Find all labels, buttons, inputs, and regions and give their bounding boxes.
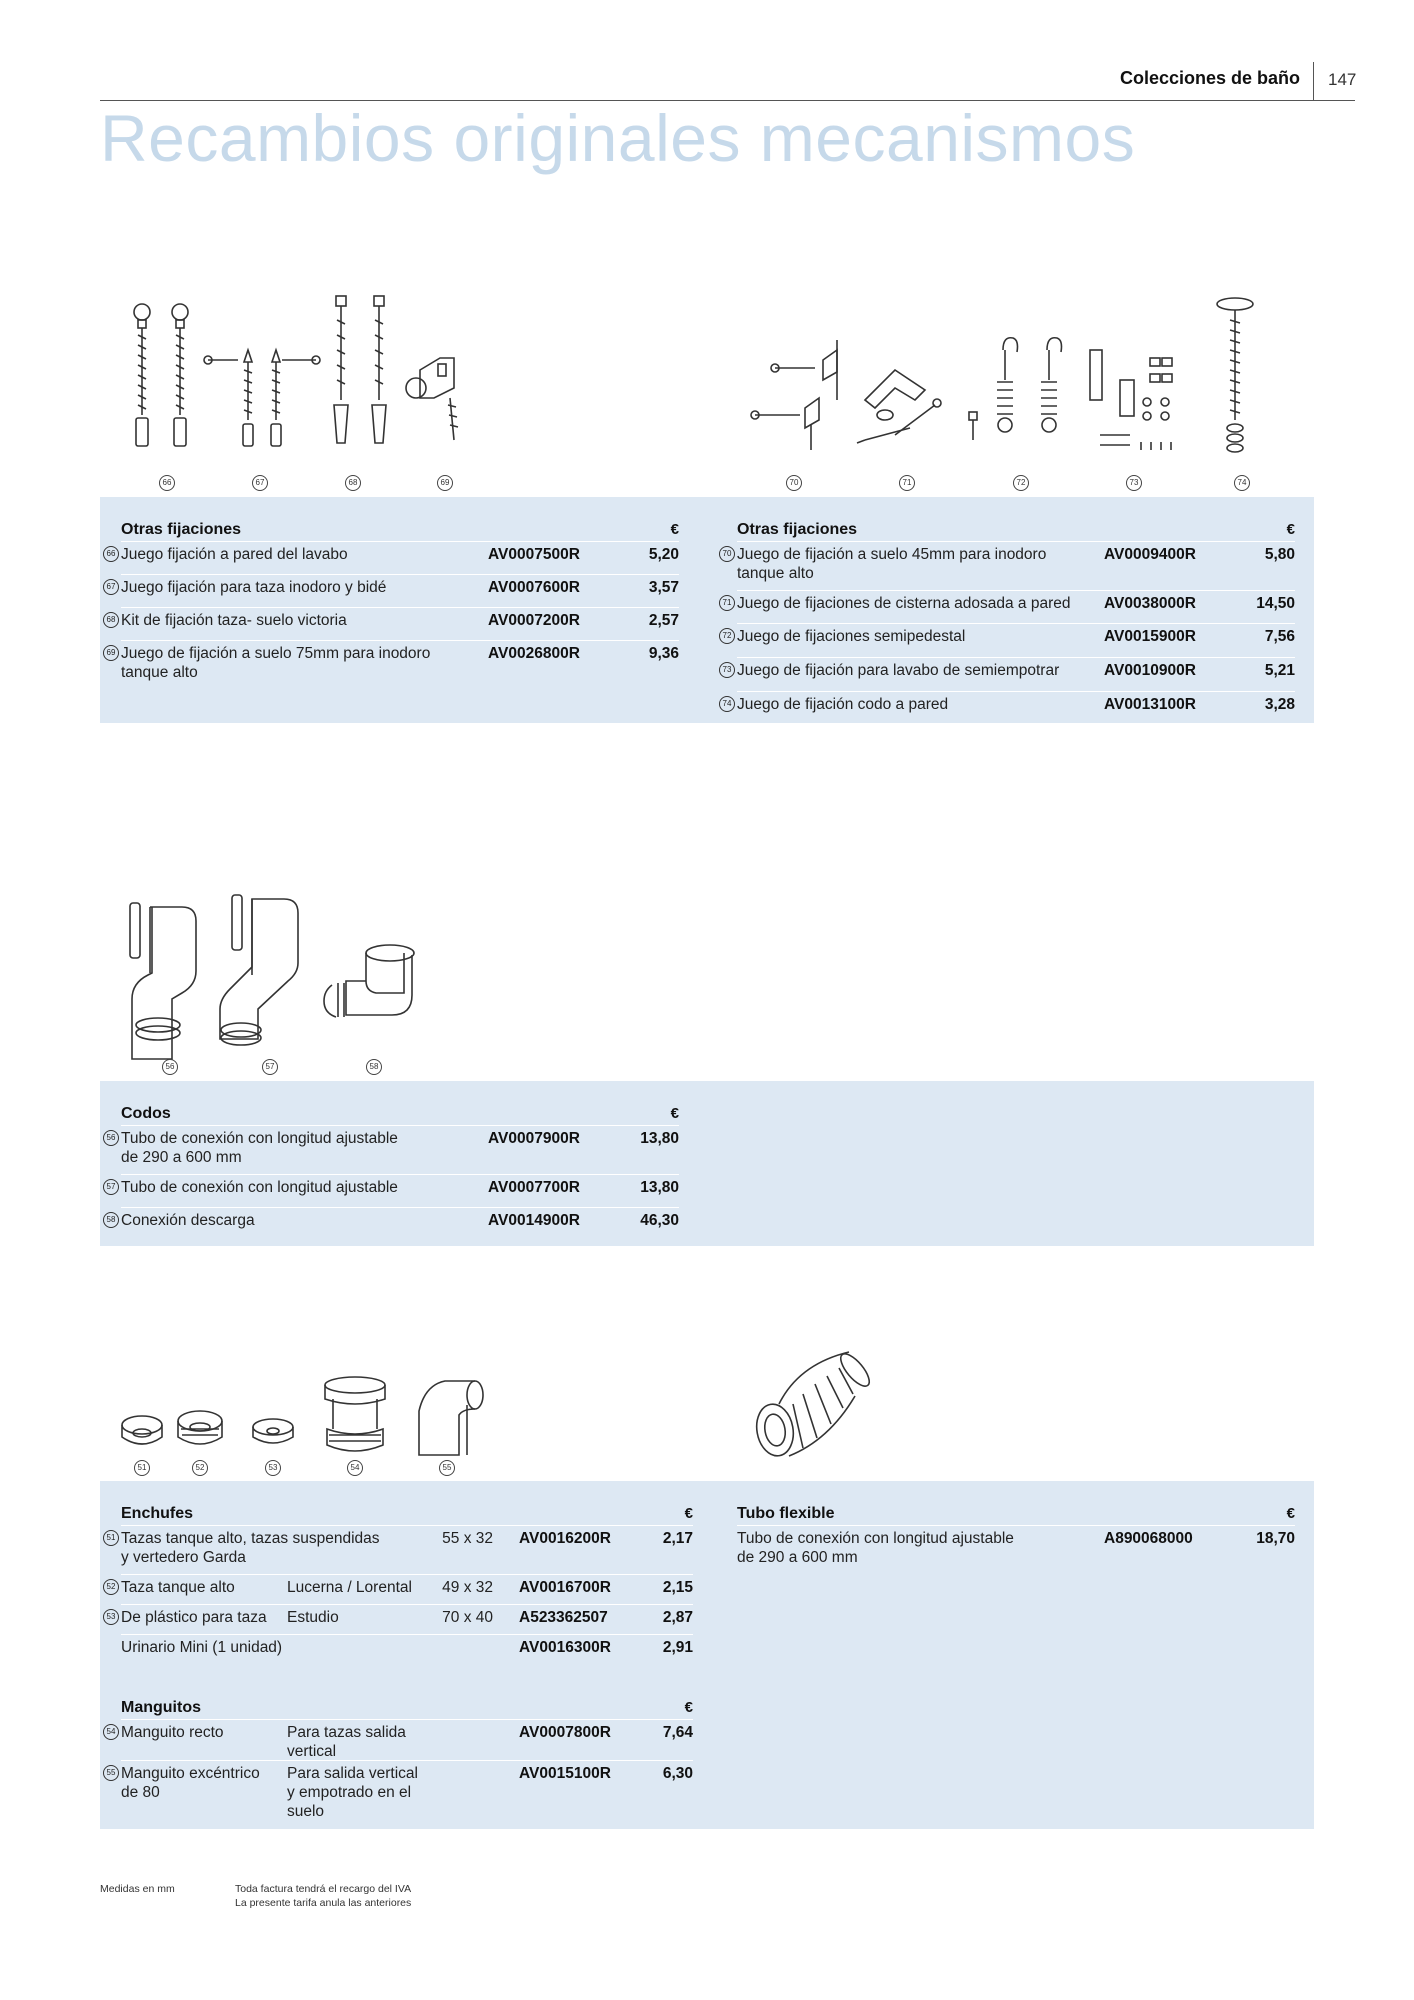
codos-table <box>106 1097 679 1242</box>
screw-pair-66-drawing <box>134 304 188 446</box>
item-description: Juego fijación a pared del lavabo <box>121 546 348 563</box>
table-header <box>121 1691 693 1720</box>
item-description: Kit de fijación taza- suelo victoria <box>121 612 347 629</box>
item-price: 2,91 <box>662 1639 693 1656</box>
item-code: AV0009400R <box>1104 546 1196 563</box>
figure-label-56: 56 <box>162 1059 178 1075</box>
currency-symbol: € <box>1286 1505 1295 1522</box>
item-description-line2: de 290 a 600 mm <box>737 1549 858 1566</box>
item-code: AV0015100R <box>519 1765 611 1782</box>
item-code: AV0016200R <box>519 1530 611 1547</box>
plug-51-drawing <box>122 1416 162 1444</box>
table-title: Otras fijaciones <box>121 521 242 538</box>
item-price: 7,64 <box>662 1724 693 1741</box>
figure-label-53: 53 <box>265 1460 281 1476</box>
fixings-left-illustration <box>120 290 500 470</box>
item-number: 53 <box>103 1609 119 1625</box>
item-number: 71 <box>719 595 735 611</box>
item-code: AV0007900R <box>488 1130 580 1147</box>
footer-measures: Medidas en mm <box>100 1883 175 1895</box>
pipe-56-drawing <box>130 903 196 1059</box>
item-description-line2: de 80 <box>121 1784 160 1801</box>
item-price: 9,36 <box>648 645 679 662</box>
footer-note-line1: Toda factura tendrá el recargo del IVA <box>235 1883 412 1895</box>
currency-symbol: € <box>684 1505 693 1522</box>
item-description <box>737 1529 1014 1567</box>
item-code: AV0015900R <box>1104 628 1196 645</box>
item-price: 13,80 <box>640 1179 679 1196</box>
table-row <box>722 658 1295 692</box>
pipe-57-drawing <box>220 895 298 1045</box>
table-title: Enchufes <box>121 1505 194 1522</box>
item-number: 72 <box>719 628 735 644</box>
bracket-69-drawing <box>406 358 458 440</box>
item-price: 5,80 <box>1264 546 1295 563</box>
codos-illustration <box>120 885 430 1065</box>
tubo-flexible-table <box>737 1497 1295 1577</box>
item-number: 52 <box>103 1579 119 1595</box>
item-description-line2: tanque alto <box>737 565 814 582</box>
currency-symbol: € <box>670 521 679 538</box>
footer-note-line2: La presente tarifa anula las anteriores <box>235 1897 412 1909</box>
item-number: 70 <box>719 546 735 562</box>
item-number: 68 <box>103 612 119 628</box>
page-title: Recambios originales mecanismos <box>100 101 1136 175</box>
item-note-line1: Para tazas salida <box>287 1724 406 1741</box>
table-row <box>106 1605 693 1635</box>
enchufes-table <box>106 1497 693 1665</box>
item-code: AV0014900R <box>488 1212 580 1229</box>
item-note <box>287 1723 406 1761</box>
fixing-73-drawing <box>1090 350 1172 450</box>
item-price: 2,87 <box>662 1609 693 1626</box>
table-row <box>106 542 679 575</box>
item-code: AV0007600R <box>488 579 580 596</box>
table-header <box>737 513 1295 542</box>
item-number: 66 <box>103 546 119 562</box>
item-description <box>121 1129 398 1167</box>
item-code: AV0007700R <box>488 1179 580 1196</box>
page-number: 147 <box>1328 70 1357 89</box>
figure-label-51: 51 <box>134 1460 150 1476</box>
header-divider <box>1313 62 1314 100</box>
item-description-line1: Manguito excéntrico <box>121 1765 260 1782</box>
item-code: AV0010900R <box>1104 662 1196 679</box>
item-description: Taza tanque alto <box>121 1579 235 1596</box>
item-number: 51 <box>103 1530 119 1546</box>
table-row <box>106 1720 693 1761</box>
item-code: AV0007500R <box>488 546 580 563</box>
item-code: AV0013100R <box>1104 696 1196 713</box>
item-price: 46,30 <box>640 1212 679 1229</box>
item-description: Urinario Mini (1 unidad) <box>121 1639 283 1656</box>
table-row <box>106 641 679 691</box>
item-description <box>737 545 1046 583</box>
item-description: De plástico para taza <box>121 1609 267 1626</box>
figure-label-54: 54 <box>347 1460 363 1476</box>
item-price: 14,50 <box>1256 595 1295 612</box>
table-row <box>106 1175 679 1208</box>
item-description: Juego de fijación para lavabo de semiempotrar <box>737 662 1060 679</box>
item-number: 56 <box>103 1130 119 1146</box>
item-dimensions: 55 x 32 <box>442 1530 493 1547</box>
item-code: AV0038000R <box>1104 595 1196 612</box>
item-number: 54 <box>103 1724 119 1740</box>
item-number: 74 <box>719 696 735 712</box>
figure-label-58: 58 <box>366 1059 382 1075</box>
item-description-line1: Tazas tanque alto, tazas suspendidas <box>121 1530 380 1547</box>
screw-pair-68-drawing <box>334 296 386 443</box>
item-dimensions: 49 x 32 <box>442 1579 493 1596</box>
item-code: AV0007800R <box>519 1724 611 1741</box>
table-title: Manguitos <box>121 1699 201 1716</box>
currency-symbol: € <box>684 1699 693 1716</box>
table-row <box>106 1208 679 1238</box>
item-note-line2: y empotrado en el <box>287 1784 412 1801</box>
item-price: 2,17 <box>662 1530 693 1547</box>
item-description: Tubo de conexión con longitud ajustable <box>121 1179 398 1196</box>
item-code: A523362507 <box>519 1609 608 1626</box>
item-note <box>287 1764 418 1821</box>
item-number: 73 <box>719 662 735 678</box>
item-description-line1: Tubo de conexión con longitud ajustable <box>737 1530 1014 1547</box>
item-price: 3,57 <box>648 579 679 596</box>
table-header <box>121 513 679 542</box>
bolt-set-67-drawing <box>204 350 320 446</box>
item-note-line2: vertical <box>287 1743 337 1760</box>
currency-symbol: € <box>1286 521 1295 538</box>
fixing-74-drawing <box>1217 298 1253 452</box>
fixing-72-drawing <box>969 338 1062 440</box>
table-row <box>106 1526 693 1575</box>
item-code: AV0016700R <box>519 1579 611 1596</box>
section-title: Colecciones de baño <box>1119 68 1300 88</box>
item-code: AV0026800R <box>488 645 580 662</box>
fixings-right-illustration <box>745 290 1275 470</box>
table-row <box>722 542 1295 591</box>
table-row <box>106 1126 679 1175</box>
item-code: A890068000 <box>1104 1530 1193 1547</box>
item-description: Juego de fijaciones de cisterna adosada a pared <box>737 595 1071 612</box>
item-price: 18,70 <box>1256 1530 1295 1547</box>
item-number: 58 <box>103 1212 119 1228</box>
sleeve-55-drawing <box>419 1381 483 1455</box>
item-price: 13,80 <box>640 1130 679 1147</box>
item-description-line1: Juego de fijación a suelo 45mm para inodoro <box>737 546 1047 563</box>
enchufes-illustration <box>115 1375 495 1465</box>
table-row <box>737 1526 1295 1574</box>
item-price: 5,21 <box>1264 662 1295 679</box>
item-number: 57 <box>103 1179 119 1195</box>
table-title: Codos <box>121 1105 171 1122</box>
table-header <box>121 1497 693 1526</box>
item-description <box>121 1529 380 1567</box>
item-price: 7,56 <box>1264 628 1295 645</box>
table-row <box>106 575 679 608</box>
item-model: Lucerna / Lorental <box>287 1579 412 1596</box>
table-row <box>722 591 1295 624</box>
figure-label-68: 68 <box>345 475 361 491</box>
item-number: 55 <box>103 1765 119 1781</box>
figure-label-66: 66 <box>159 475 175 491</box>
item-note-line1: Para salida vertical <box>287 1765 418 1782</box>
item-description: Manguito recto <box>121 1724 224 1741</box>
manguitos-table <box>106 1691 693 1826</box>
item-description-line1: Tubo de conexión con longitud ajustable <box>121 1130 398 1147</box>
table-row <box>722 692 1295 720</box>
item-code: AV0007200R <box>488 612 580 629</box>
flexible-tube-illustration <box>745 1340 875 1470</box>
figure-label-70: 70 <box>786 475 802 491</box>
figure-label-74: 74 <box>1234 475 1250 491</box>
table-row <box>106 1575 693 1605</box>
item-code: AV0016300R <box>519 1639 611 1656</box>
item-price: 2,15 <box>662 1579 693 1596</box>
sleeve-54-drawing <box>325 1377 385 1451</box>
item-price: 5,20 <box>648 546 679 563</box>
figure-label-67: 67 <box>252 475 268 491</box>
table-header <box>737 1497 1295 1526</box>
item-description <box>121 644 430 682</box>
item-note-line3: suelo <box>287 1803 325 1820</box>
connector-58-drawing <box>324 945 414 1017</box>
table-title: Tubo flexible <box>737 1505 835 1522</box>
fixings-left-table <box>106 513 679 713</box>
item-price: 3,28 <box>1264 696 1295 713</box>
item-number: 67 <box>103 579 119 595</box>
item-model: Estudio <box>287 1609 339 1626</box>
figure-label-69: 69 <box>437 475 453 491</box>
item-description-line2: de 290 a 600 mm <box>121 1149 242 1166</box>
item-description-line2: tanque alto <box>121 664 198 681</box>
fixings-right-table <box>722 513 1295 723</box>
item-number: 69 <box>103 645 119 661</box>
figure-label-72: 72 <box>1013 475 1029 491</box>
figure-label-55: 55 <box>439 1460 455 1476</box>
item-description: Juego de fijación codo a pared <box>737 696 949 713</box>
table-header <box>121 1097 679 1126</box>
figure-label-71: 71 <box>899 475 915 491</box>
table-row <box>722 624 1295 658</box>
item-description <box>121 1764 260 1802</box>
fixing-71-drawing <box>857 370 941 443</box>
figure-label-57: 57 <box>262 1059 278 1075</box>
table-row <box>106 608 679 641</box>
item-description: Juego fijación para taza inodoro y bidé <box>121 579 387 596</box>
item-description-line1: Juego de fijación a suelo 75mm para inodoro <box>121 645 431 662</box>
currency-symbol: € <box>670 1105 679 1122</box>
plug-53-drawing <box>253 1419 293 1443</box>
item-price: 2,57 <box>648 612 679 629</box>
figure-label-52: 52 <box>192 1460 208 1476</box>
item-description-line2: y vertedero Garda <box>121 1549 246 1566</box>
item-description: Conexión descarga <box>121 1212 255 1229</box>
item-description: Juego de fijaciones semipedestal <box>737 628 966 645</box>
item-price: 6,30 <box>662 1765 693 1782</box>
footer-notes <box>235 1882 411 1910</box>
table-row <box>106 1761 693 1823</box>
fixing-70-drawing <box>751 340 837 450</box>
table-title: Otras fijaciones <box>737 521 858 538</box>
table-row <box>121 1635 693 1664</box>
figure-label-73: 73 <box>1126 475 1142 491</box>
item-dimensions: 70 x 40 <box>442 1609 493 1626</box>
plug-52-drawing <box>178 1411 222 1444</box>
